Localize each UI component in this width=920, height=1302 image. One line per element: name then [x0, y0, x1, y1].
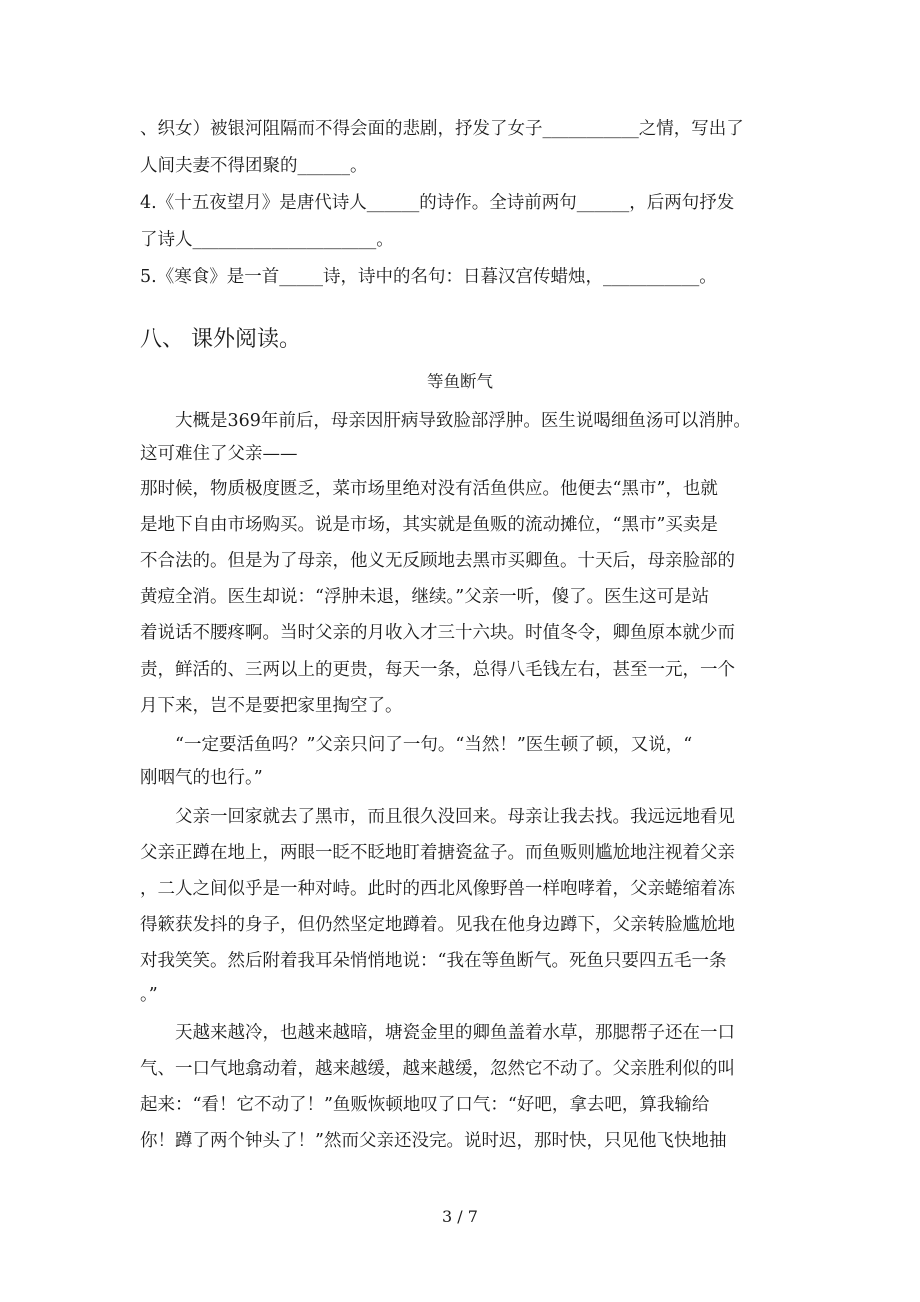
article-line: 天越来越冷，也越来越暗，塘瓷金里的卿鱼盖着水草，那腮帮子还在一口: [140, 1023, 735, 1043]
article-title: 等鱼断气: [427, 372, 493, 391]
article-line: 大概是369年前后，母亲因肝病导致脸部浮肿。医生说喝细鱼汤可以消肿。: [140, 411, 751, 431]
section-heading: 八、 课外阅读。: [140, 327, 301, 352]
article-line: 责，鲜活的、三两以上的更贵，每天一条，总得八毛钱左右，甚至一元，一个: [140, 660, 735, 680]
article-line: 这可难住了父亲——: [140, 444, 298, 464]
article-line: 那时候，物质极度匮乏，菜市场里绝对没有活鱼供应。他便去“黑市”，也就: [140, 479, 718, 499]
fill-blank-question-5: 5.《寒食》是一首_____诗，诗中的名句：日暮汉宫传蜡烛，___________。: [140, 267, 717, 287]
article-line: 。”: [140, 985, 158, 1005]
article-line: 月下来，岂不是要把家里掏空了。: [140, 696, 403, 716]
article-line: 刚咽气的也行。”: [140, 768, 263, 788]
article-line: 父亲正蹲在地上，两眼一眨不眨地盯着搪瓷盆子。而鱼贩则尴尬地注视着父亲: [140, 843, 735, 863]
article-line: 不合法的。但是为了母亲，他义无反顾地去黑市买卿鱼。十天后，母亲脸部的: [140, 551, 735, 571]
fill-blank-line: 了诗人_____________________。: [140, 230, 394, 250]
article-line: ，二人之间似乎是一种对峙。此时的西北风像野兽一样咆哮着，父亲蜷缩着冻: [140, 879, 735, 899]
article-line: 你！蹲了两个钟头了！”然而父亲还没完。说时迟，那时快，只见他飞快地抽: [140, 1131, 727, 1151]
fill-blank-question-4: 4.《十五夜望月》是唐代诗人______的诗作。全诗前两句______，后两句抒发: [140, 193, 735, 213]
article-line: 黄痘全消。医生却说：“浮肿未退，继续。”父亲一听，傻了。医生这可是站: [140, 587, 710, 607]
fill-blank-line: 、织女）被银河阻隔而不得会面的悲剧，抒发了女子___________之情，写出了: [140, 119, 744, 139]
article-line: 气、一口气地翕动着，越来越缓，越来越缓，忽然它不动了。父亲胜利似的叫: [140, 1059, 735, 1079]
article-line: 对我笑笑。然后附着我耳朵悄悄地说：“我在等鱼断气。死鱼只要四五毛一条: [140, 951, 727, 971]
article-line: 起来：“看！它不动了！”鱼贩恢顿地叹了口气：“好吧，拿去吧，算我输给: [140, 1095, 710, 1115]
article-line: 着说话不腰疼啊。当时父亲的月收入才三十六块。时值冬令，卿鱼原本就少而: [140, 623, 735, 643]
article-line: 父亲一回家就去了黑市，而且很久没回来。母亲让我去找。我远远地看见: [140, 807, 735, 827]
article-line: 是地下自由市场购买。说是市场，其实就是鱼贩的流动摊位，“黑市”买卖是: [140, 515, 718, 535]
article-line: “一定要活鱼吗？”父亲只问了一句。“当然！”医生顿了顿，又说，“: [140, 735, 693, 755]
fill-blank-line: 人间夫妻不得团聚的______。: [140, 156, 368, 176]
page-number: 3 / 7: [442, 1207, 478, 1226]
article-line: 得簌获发抖的身子，但仍然坚定地蹲着。见我在他身边蹲下，父亲转脸尴尬地: [140, 915, 735, 935]
